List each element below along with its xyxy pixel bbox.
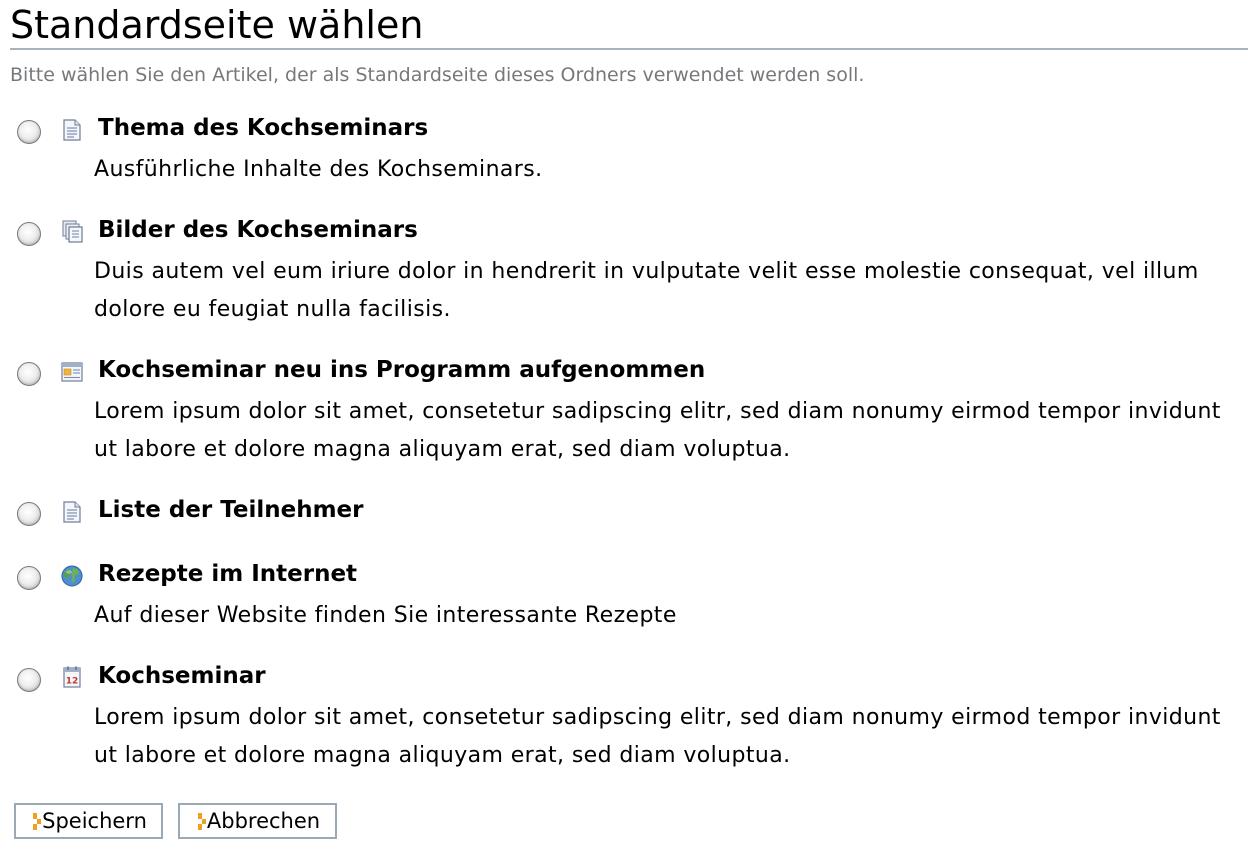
item-description: Auf dieser Website finden Sie interessante Rezepte [94,603,677,628]
button-marker-icon [194,810,206,832]
radio-button[interactable] [17,222,41,246]
document-icon [60,500,84,524]
button-marker-icon [29,810,41,832]
svg-text:12: 12 [65,676,79,687]
document-icon [60,118,84,142]
news-item-icon [60,360,84,384]
image-gallery-icon [60,219,84,243]
globe-link-icon [60,564,84,588]
item-title[interactable]: Rezepte im Internet [98,561,358,587]
item-description: Lorem ipsum dolor sit amet, consetetur sadipscing elitr, sed diam nonumy eirmod tempor invidunt ut labore et dolore magna aliquyam erat, sed diam voluptua. [94,705,1221,768]
item-title[interactable]: Thema des Kochseminars [98,115,429,141]
item-title[interactable]: Kochseminar neu ins Programm aufgenommen [98,357,706,383]
item-title[interactable]: Bilder des Kochseminars [98,217,418,243]
page-title: Standardseite wählen [10,2,1248,50]
item-description: Duis autem vel eum iriure dolor in hendrerit in vulputate velit esse molestie consequat, vel illum dolore eu feugiat nulla facilisis. [94,259,1199,322]
page-description: Bitte wählen Sie den Artikel, der als Standardseite dieses Ordners verwendet werden soll. [10,64,865,86]
radio-button[interactable] [17,120,41,144]
item-title[interactable]: Liste der Teilnehmer [98,497,364,523]
radio-button[interactable] [17,502,41,526]
item-description: Lorem ipsum dolor sit amet, consetetur sadipscing elitr, sed diam nonumy eirmod tempor invidunt ut labore et dolore magna aliquyam erat, sed diam voluptua. [94,399,1221,462]
radio-button[interactable] [17,668,41,692]
cancel-button[interactable] [178,803,337,839]
save-button[interactable] [14,803,163,839]
item-title[interactable]: Kochseminar [98,663,266,689]
cancel-button-label: Abbrechen [206,809,321,833]
radio-button[interactable] [17,362,41,386]
item-description: Ausführliche Inhalte des Kochseminars. [94,157,543,182]
calendar-event-icon [60,665,84,689]
radio-button[interactable] [17,566,41,590]
save-button-label: Speichern [42,809,147,833]
